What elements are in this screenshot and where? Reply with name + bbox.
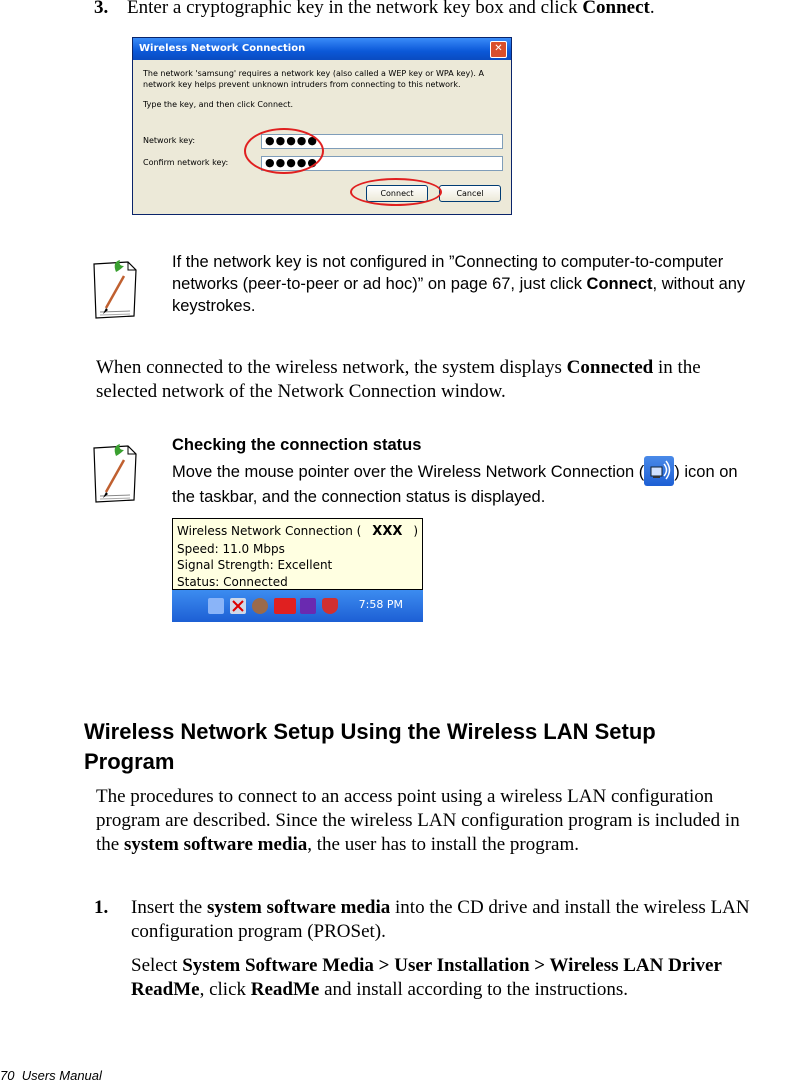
tooltip-network-name: XXX [372,524,403,539]
note-icon [88,258,144,320]
section-bold: system software media [123,834,308,855]
dialog-text-3: Type the key, and then click Connect. [143,100,294,109]
note-1-text-end: , without any [652,275,746,293]
step-number: 1. [94,897,109,918]
connect-button[interactable]: Connect [366,185,428,202]
dialog-title: Wireless Network Connection [139,43,306,54]
note-2 [172,434,738,508]
section-title [84,717,656,777]
step-1-line-4 [131,978,750,1002]
step-1-select: Select [131,955,183,976]
tooltip-title-end: ) [413,524,419,538]
step-text-end: . [649,0,655,18]
connection-status-screenshot [172,518,423,622]
tooltip-signal: Signal Strength: Excellent [177,558,333,572]
tooltip-status-label: Status: [177,574,220,589]
note-2-text-end: ) icon on [674,463,738,481]
step-number: 3. [94,0,109,18]
paragraph-text: When connected to the wireless network, the system displays [96,357,567,378]
dialog-text-2: network key helps prevent unknown intruders from connecting to this network. [143,80,461,89]
note-2-heading [172,434,738,456]
step-1-text-end: into the CD drive and install the wireless LAN [390,897,750,918]
step-1-body [131,896,750,1002]
step-1-path: System Software Media > User Installation > Wireless LAN Driver [182,955,722,976]
ati-icon[interactable] [274,598,296,614]
tooltip-line-1 [177,523,418,541]
note-1-line-2 [172,273,745,295]
confirm-key-input[interactable]: ●●●●● [261,156,503,171]
paragraph-line-1 [96,356,701,380]
note-1-text: networks (peer-to-peer or ad hoc)” on page 67, just click [172,275,587,293]
tooltip-status-value: Connected [223,574,288,589]
section-paragraph-line-2: program are described. Since the wireless LAN configuration program is included in [96,810,740,831]
section-title-line-1: Wireless Network Setup Using the Wireless LAN Setup [84,719,656,744]
note-1-line-1: If the network key is not configured in ”Connecting to computer-to-computer [172,253,724,271]
section-text-end: , the user has to install the program. [307,834,579,855]
step-bold: Connect [582,0,650,18]
step-1-click: , click [199,979,251,1000]
confirm-key-label: Confirm network key: [143,158,229,167]
step-1 [94,896,108,920]
paragraph-connected [96,356,701,404]
step-1-line-3 [131,954,750,978]
note-2-line-1 [172,456,738,486]
paragraph-text-end: in the [653,357,701,378]
network-key-input[interactable]: ●●●●● [261,134,503,149]
step-1-bold: system software media [206,897,391,918]
step-1-text-final: and install according to the instructions. [319,979,629,1000]
tray-app-icon-2[interactable] [300,598,316,614]
step-text: Enter a cryptographic key in the network key box and click [127,0,583,18]
tooltip-status [177,574,418,591]
page-footer [0,1068,102,1083]
section-paragraph-line-1: The procedures to connect to an access point using a wireless LAN configuration [96,786,714,807]
note-1-line-3: keystrokes. [172,297,256,315]
dialog-title-bar [133,38,511,60]
page-number: 70 [0,1068,15,1083]
section-title-line-2: Program [84,749,175,774]
step-1-path-end: ReadMe [131,979,200,1000]
paragraph-line-2: selected network of the Network Connection window. [96,381,506,402]
wireless-network-icon [644,456,674,486]
dialog-text-1: The network 'samsung' requires a network key (also called a WEP key or WPA key). A [143,69,484,78]
status-tooltip [172,518,423,590]
step-1-line-2: configuration program (PROSet). [131,921,386,942]
step-1-readme: ReadMe [250,979,320,1000]
note-2-line-2: the taskbar, and the connection status is displayed. [172,488,546,506]
tray-app-icon[interactable] [252,598,268,614]
manual-title: Users Manual [21,1068,102,1083]
note-1 [172,251,745,317]
tooltip-speed: Speed: 11.0 Mbps [177,541,285,556]
note-2-text: Move the mouse pointer over the Wireless Network Connection ( [172,463,645,481]
highlight-ring-connect [350,178,442,206]
network-key-dialog [132,37,512,215]
step-3 [94,0,655,20]
wireless-tray-icon[interactable] [208,598,224,614]
section-text: the [96,834,124,855]
taskbar [172,590,423,622]
paragraph-bold: Connected [566,357,654,378]
cancel-button[interactable]: Cancel [439,185,501,202]
section-paragraph [96,785,740,857]
highlight-ring-keys [244,128,324,174]
step-1-text: Insert the [131,897,207,918]
note-icon [88,442,144,504]
step-1-line-1 [131,896,750,920]
security-shield-icon[interactable] [322,598,338,614]
note-1-bold: Connect [586,275,653,293]
dialog-body [133,60,511,118]
taskbar-clock: 7:58 PM [358,598,403,611]
section-paragraph-line-3 [96,833,740,857]
network-disconnected-icon[interactable] [230,598,246,614]
tooltip-title: Wireless Network Connection ( [177,524,362,538]
close-icon[interactable]: ✕ [490,41,507,58]
network-key-label: Network key: [143,136,196,145]
note-2-heading-text: Checking the connection status [172,436,422,454]
